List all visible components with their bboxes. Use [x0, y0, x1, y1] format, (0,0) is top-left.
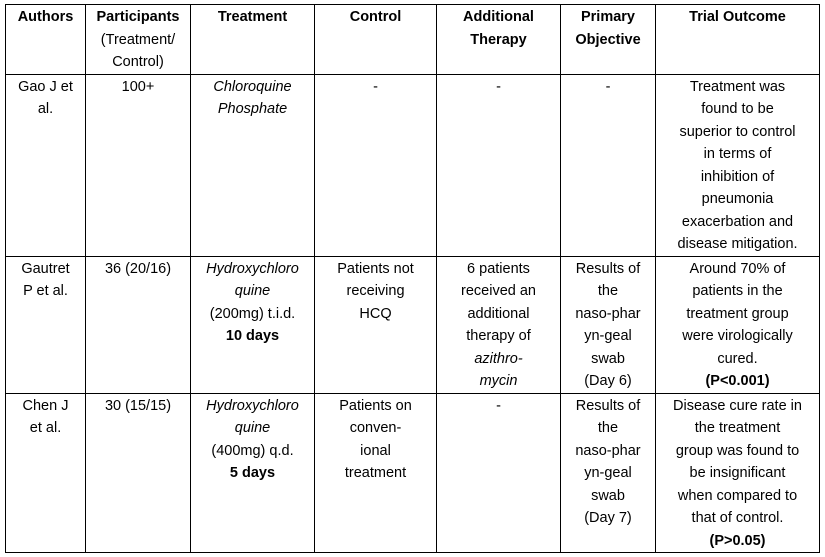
- table-row: [6, 74, 820, 256]
- cell-primary-objective: Results of the naso-phar yn-geal swab (Day 7): [561, 393, 656, 553]
- header-participants: Participants (Treatment/ Control): [86, 5, 191, 75]
- cell-primary-objective: Results of the naso-phar yn-geal swab (Day 6): [561, 256, 656, 393]
- header-treatment: Treatment: [191, 5, 315, 75]
- cell-treatment: Hydroxychloro quine (400mg) q.d. 5 days: [191, 393, 315, 553]
- header-primary-objective: Primary Objective: [561, 5, 656, 75]
- cell-treatment: Hydroxychloro quine (200mg) t.i.d. 10 days: [191, 256, 315, 393]
- cell-treatment: Chloroquine Phosphate: [191, 74, 315, 256]
- cell-authors: Chen J et al.: [6, 393, 86, 553]
- cell-control: -: [315, 74, 437, 256]
- cell-authors: Gao J et al.: [6, 74, 86, 256]
- header-trial-outcome: Trial Outcome: [656, 5, 820, 75]
- cell-trial-outcome: Around 70% of patients in the treatment group were virologically cured. (P<0.001): [656, 256, 820, 393]
- cell-primary-objective: -: [561, 74, 656, 256]
- header-control: Control: [315, 5, 437, 75]
- cell-participants: 36 (20/16): [86, 256, 191, 393]
- cell-control: Patients not receiving HCQ: [315, 256, 437, 393]
- cell-participants: 100+: [86, 74, 191, 256]
- cell-additional-therapy: -: [437, 393, 561, 553]
- cell-additional-therapy: -: [437, 74, 561, 256]
- cell-authors: Gautret P et al.: [6, 256, 86, 393]
- trial-table: [5, 4, 820, 553]
- table-row: [6, 256, 820, 393]
- table-row: [6, 393, 820, 553]
- cell-trial-outcome: Treatment was found to be superior to control in terms of inhibition of pneumonia exacerbation and disease mitigation.: [656, 74, 820, 256]
- header-authors: Authors: [6, 5, 86, 75]
- cell-additional-therapy: 6 patients received an additional therapy of azithro- mycin: [437, 256, 561, 393]
- cell-control: Patients on conven- ional treatment: [315, 393, 437, 553]
- cell-participants: 30 (15/15): [86, 393, 191, 553]
- header-row: [6, 5, 820, 75]
- cell-trial-outcome: Disease cure rate in the treatment group was found to be insignificant when compared to that of control. (P>0.05): [656, 393, 820, 553]
- header-additional-therapy: Additional Therapy: [437, 5, 561, 75]
